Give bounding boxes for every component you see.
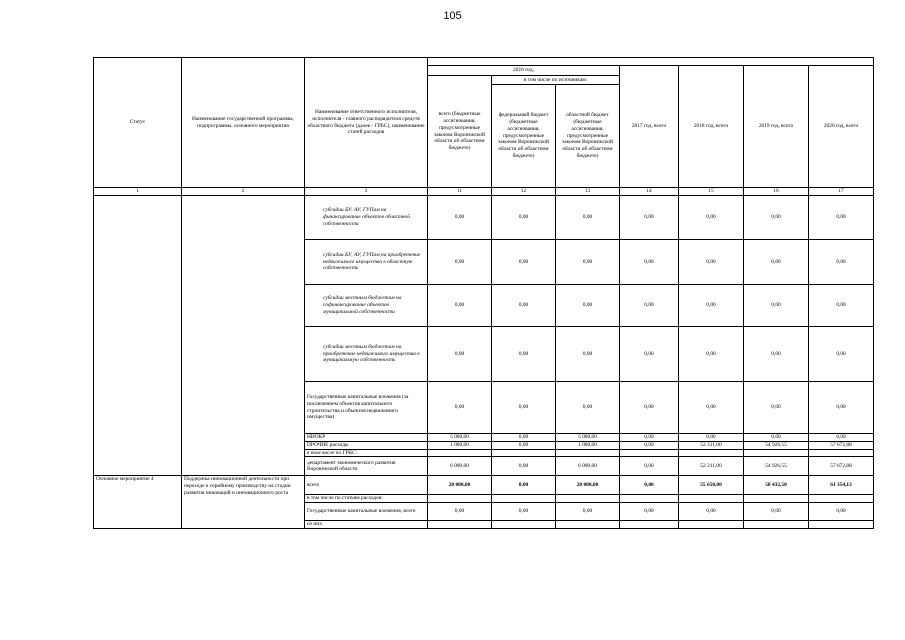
cell-empty — [744, 449, 809, 457]
cell-empty — [679, 449, 744, 457]
cell-value: 55 650,00 — [679, 476, 744, 495]
cell-value: 0,00 — [492, 196, 556, 240]
header-executor: Наименование ответственного исполнителя, исполнителя - главного распорядителя средств областного бюджета (далее - ГРБС), наименование статей расходов — [305, 58, 428, 188]
cell-value: 6 000,00 — [428, 457, 492, 476]
cell-value: 0,00 — [809, 434, 874, 442]
header-2019: 2019 год, всего — [744, 66, 809, 188]
header-2017: 2017 год, всего — [620, 66, 679, 188]
cell-value: 0,00 — [556, 240, 620, 285]
cell-value: 0,00 — [492, 327, 556, 382]
cell-value: 20 000,00 — [428, 476, 492, 495]
header-including-sources: в том числе по источникам: — [492, 76, 620, 85]
cell-value: 5 000,00 — [556, 434, 620, 442]
cell-value: 0,00 — [492, 285, 556, 327]
cell-value: 0,00 — [620, 503, 679, 521]
cell-value: 5 000,00 — [428, 434, 492, 442]
header-federal: федеральный бюджет (бюджетные ассигнования, предусмотренные законом Воронежской области об областном бюджете) — [492, 85, 556, 188]
cell-value: 0,00 — [620, 476, 679, 495]
col-num: 17 — [809, 188, 874, 196]
cell-value: 0,00 — [492, 434, 556, 442]
cell-value: 54 926,55 — [744, 457, 809, 476]
cell-value: 0,00 — [744, 240, 809, 285]
row-label: из них: — [305, 521, 428, 529]
cell-value: 0,00 — [809, 285, 874, 327]
cell-value: 0,00 — [744, 503, 809, 521]
col-num: 11 — [428, 188, 492, 196]
col-num: 12 — [492, 188, 556, 196]
cell-empty — [492, 495, 556, 503]
cell-value: 0,00 — [679, 382, 744, 434]
header-2020: 2020 год, всего — [809, 66, 874, 188]
cell-empty — [428, 521, 492, 529]
col-num: 15 — [679, 188, 744, 196]
cell-value: 0,00 — [428, 327, 492, 382]
cell-value: 0,00 — [556, 327, 620, 382]
row-label: департамент экономического развития Воронежской области — [305, 457, 428, 476]
cell-value: 61 354,13 — [809, 476, 874, 495]
table-row — [94, 476, 874, 495]
header-program: Наименование государственной программы, подпрограммы, основного мероприятия — [182, 58, 305, 188]
row-label: в том числе по ГРБС: — [305, 449, 428, 457]
col-num: 16 — [744, 188, 809, 196]
cell-empty — [744, 521, 809, 529]
cell-value: 6 000,00 — [556, 457, 620, 476]
row-label: Государственные капитальные вложения (за исключением объектов капитального строительства и объектов недвижимого имущества) — [305, 382, 428, 434]
row-label: субсидии местным бюджетам на софинансирование объектов муниципальной собственности — [305, 285, 428, 327]
cell-value: 0,00 — [620, 240, 679, 285]
cell-value: 0,00 — [620, 441, 679, 449]
header-year-2016: 2016 год, — [428, 66, 620, 76]
budget-table — [93, 57, 874, 529]
cell-value: 0,00 — [492, 476, 556, 495]
cell-value: 0,00 — [679, 285, 744, 327]
event4-name: Поддержка инновационной деятельности при переходе к серийному производству на стадии развития инноваций и инновационного роста — [182, 476, 305, 529]
cell-value: 0,00 — [809, 503, 874, 521]
row-label: субсидии местным бюджетам на приобретение недвижимого имущества в муниципальную собственность — [305, 327, 428, 382]
cell-value: 0,00 — [556, 196, 620, 240]
cell-empty — [492, 521, 556, 529]
cell-value: 0,00 — [679, 196, 744, 240]
cell-empty — [679, 521, 744, 529]
cell-value: 0,00 — [556, 503, 620, 521]
cell-value: 0,00 — [492, 382, 556, 434]
cell-value: 0,00 — [809, 240, 874, 285]
cell-empty — [809, 449, 874, 457]
cell-value: 0,00 — [492, 240, 556, 285]
cell-value: 0,00 — [809, 327, 874, 382]
cell-empty — [556, 449, 620, 457]
cell-value: 0,00 — [744, 382, 809, 434]
header-2018: 2018 год, всего — [679, 66, 744, 188]
cell-value: 0,00 — [428, 240, 492, 285]
cell-empty — [809, 495, 874, 503]
cell-value: 0,00 — [492, 457, 556, 476]
cell-value: 0,00 — [679, 240, 744, 285]
cell-empty — [679, 495, 744, 503]
cell-value: 0,00 — [620, 457, 679, 476]
cell-value: 0,00 — [492, 441, 556, 449]
cell-empty — [428, 449, 492, 457]
row-label: субсидии БУ, АУ, ГУПам на приобретение недвижимого имущества в областную собственность — [305, 240, 428, 285]
cell-value: 58 432,50 — [744, 476, 809, 495]
cell-empty — [492, 449, 556, 457]
cell-value: 1 000,00 — [428, 441, 492, 449]
cell-value: 0,00 — [809, 382, 874, 434]
cell-empty — [620, 495, 679, 503]
cell-value: 0,00 — [620, 285, 679, 327]
header-spacer — [428, 58, 874, 66]
cell-empty — [620, 449, 679, 457]
col-num: 3 — [305, 188, 428, 196]
cell-value: 0,00 — [492, 503, 556, 521]
cell-value: 0,00 — [620, 196, 679, 240]
col-num: 14 — [620, 188, 679, 196]
cell-value: 0,00 — [428, 285, 492, 327]
cell-empty — [744, 495, 809, 503]
cell-value: 20 000,00 — [556, 476, 620, 495]
cell-value: 0,00 — [620, 434, 679, 442]
cell-value: 57 672,88 — [809, 441, 874, 449]
col-num: 13 — [556, 188, 620, 196]
cell-value: 0,00 — [744, 285, 809, 327]
program-cell-empty — [182, 196, 305, 476]
column-numbers-row — [94, 188, 874, 196]
cell-value: 0,00 — [556, 285, 620, 327]
cell-value: 0,00 — [679, 503, 744, 521]
cell-value: 0,00 — [428, 382, 492, 434]
cell-value: 0,00 — [620, 382, 679, 434]
cell-value: 0,00 — [620, 327, 679, 382]
cell-value: 0,00 — [679, 327, 744, 382]
col-num: 1 — [94, 188, 182, 196]
cell-empty — [556, 495, 620, 503]
header-regional: областной бюджет (бюджетные ассигнования, предусмотренные законом Воронежской области об областном бюджете) — [556, 85, 620, 188]
cell-value: 0,00 — [428, 196, 492, 240]
cell-value: 54 926,55 — [744, 441, 809, 449]
header-total-2016: всего (бюджетные ассигнования, предусмотренные законом Воронежской области об областном бюджете) — [428, 76, 492, 188]
cell-empty — [809, 521, 874, 529]
cell-value: 1 000,00 — [556, 441, 620, 449]
cell-value: 52 311,00 — [679, 457, 744, 476]
row-label: всего — [305, 476, 428, 495]
cell-empty — [556, 521, 620, 529]
table-row — [94, 196, 874, 240]
header-status: Статус — [94, 58, 182, 188]
status-cell-empty — [94, 196, 182, 476]
row-label: ПРОЧИЕ расходы — [305, 441, 428, 449]
page-number: 105 — [443, 10, 462, 22]
cell-empty — [428, 495, 492, 503]
cell-value: 0,00 — [744, 196, 809, 240]
row-label: Государственные капитальные вложения, всего — [305, 503, 428, 521]
event4-status: Основное мероприятие 4 — [94, 476, 182, 529]
row-label: в том числе по статьям расходов: — [305, 495, 428, 503]
cell-value: 0,00 — [744, 434, 809, 442]
cell-value: 0,00 — [744, 327, 809, 382]
cell-value: 0,00 — [679, 434, 744, 442]
cell-value: 52 311,00 — [679, 441, 744, 449]
cell-empty — [620, 521, 679, 529]
col-num: 2 — [182, 188, 305, 196]
row-label: НИОКР — [305, 434, 428, 442]
cell-value: 57 672,88 — [809, 457, 874, 476]
cell-value: 0,00 — [556, 382, 620, 434]
cell-value: 0,00 — [428, 503, 492, 521]
row-label: субсидии БУ, АУ, ГУПам на финансирование объектов областной собственности — [305, 196, 428, 240]
cell-value: 0,00 — [809, 196, 874, 240]
